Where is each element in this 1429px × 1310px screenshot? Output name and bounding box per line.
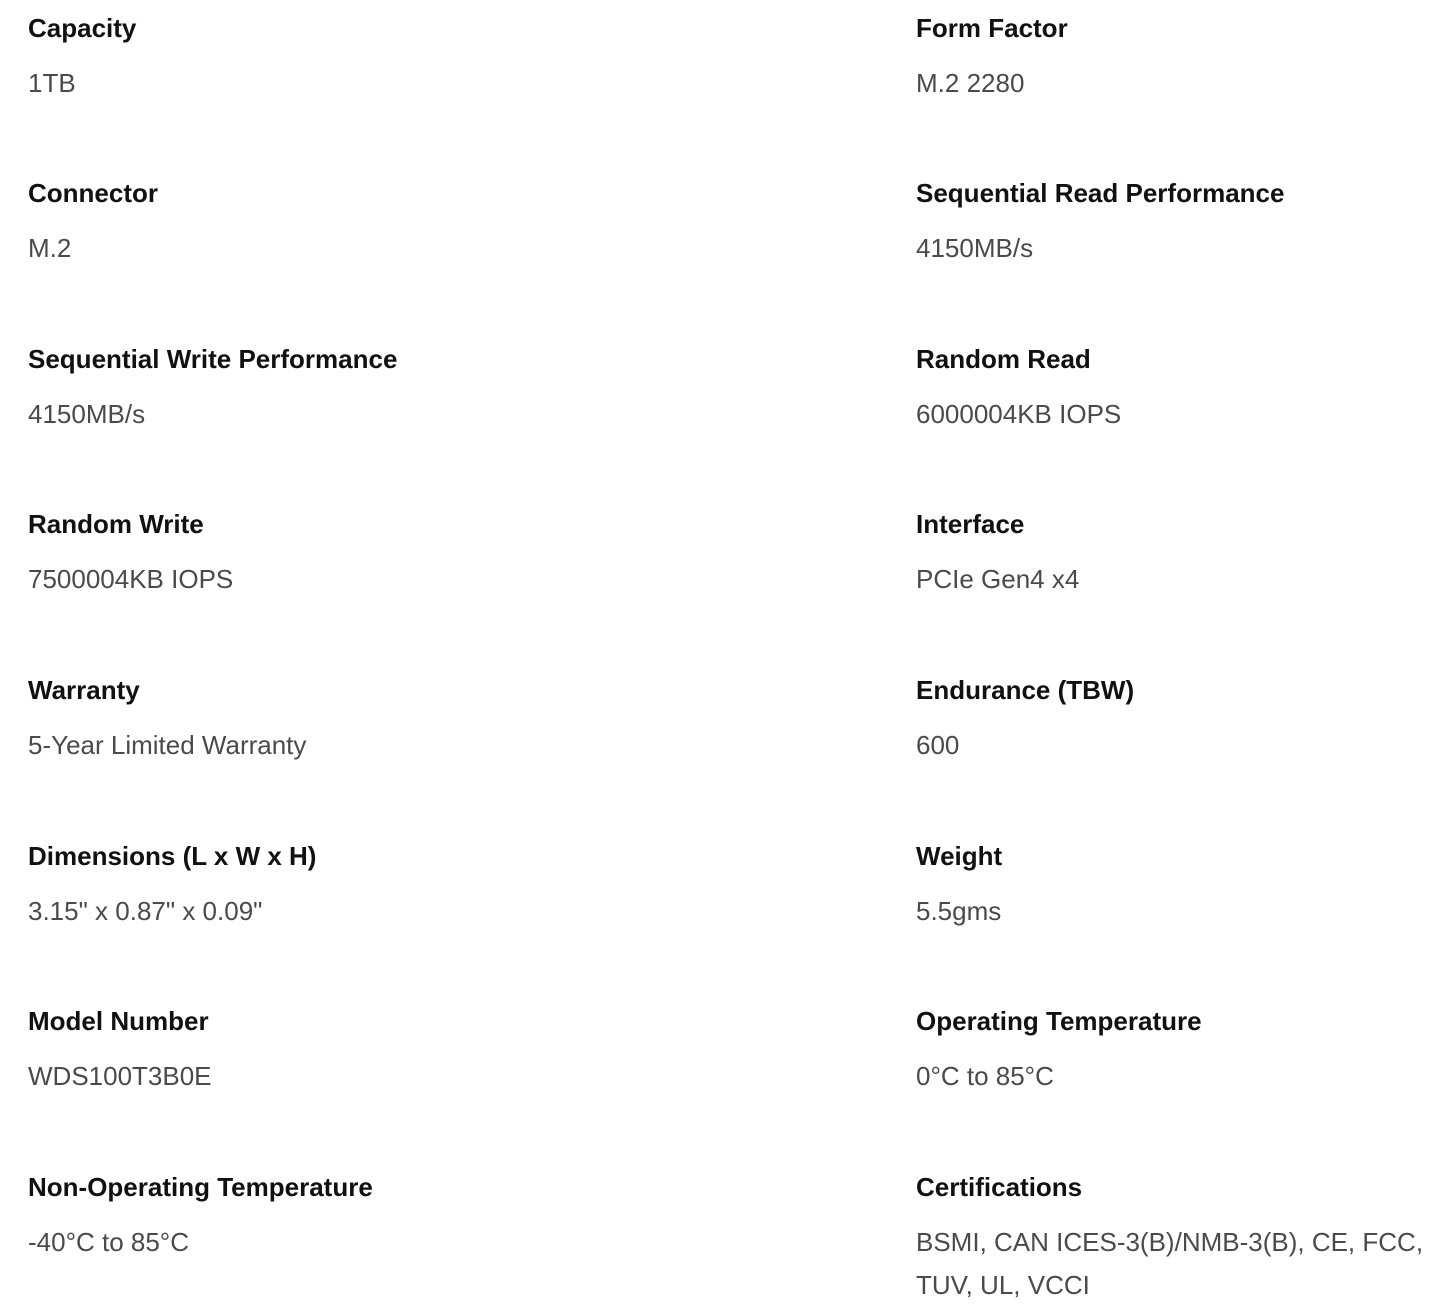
spec-label: Endurance (TBW) bbox=[916, 675, 1135, 705]
spec-certifications bbox=[916, 1171, 1426, 1307]
spec-label: Weight bbox=[916, 841, 1003, 871]
spec-random-write bbox=[28, 508, 828, 601]
spec-value: -40°C to 85°C bbox=[28, 1227, 189, 1257]
spec-label: Dimensions (L x W x H) bbox=[28, 841, 317, 871]
spec-value: 4150MB/s bbox=[28, 399, 146, 429]
spec-operating-temperature bbox=[916, 1005, 1426, 1098]
spec-label: Interface bbox=[916, 509, 1025, 539]
spec-label: Form Factor bbox=[916, 13, 1068, 43]
spec-random-read bbox=[916, 343, 1426, 436]
spec-label: Operating Temperature bbox=[916, 1006, 1202, 1036]
spec-value: 4150MB/s bbox=[916, 233, 1034, 263]
spec-weight bbox=[916, 840, 1426, 933]
spec-value: BSMI, CAN ICES-3(B)/NMB-3(B), CE, FCC, TUV, UL, VCCI bbox=[916, 1227, 1424, 1300]
spec-value: 7500004KB IOPS bbox=[28, 564, 234, 594]
spec-form-factor bbox=[916, 12, 1426, 105]
spec-label: Capacity bbox=[28, 13, 137, 43]
spec-label: Warranty bbox=[28, 675, 140, 705]
spec-dimensions bbox=[28, 840, 828, 933]
spec-capacity bbox=[28, 12, 828, 105]
spec-value: 600 bbox=[916, 730, 960, 760]
spec-label: Random Read bbox=[916, 344, 1091, 374]
spec-connector bbox=[28, 177, 828, 270]
spec-value: 1TB bbox=[28, 68, 76, 98]
spec-sequential-read bbox=[916, 177, 1426, 270]
spec-value: 6000004KB IOPS bbox=[916, 399, 1122, 429]
spec-value: PCIe Gen4 x4 bbox=[916, 564, 1080, 594]
spec-sequential-write bbox=[28, 343, 828, 436]
spec-label: Model Number bbox=[28, 1006, 209, 1036]
spec-value: 5-Year Limited Warranty bbox=[28, 730, 307, 760]
spec-model-number bbox=[28, 1005, 828, 1098]
spec-label: Connector bbox=[28, 178, 158, 208]
spec-value: M.2 bbox=[28, 233, 72, 263]
spec-value: 3.15" x 0.87" x 0.09" bbox=[28, 896, 263, 926]
spec-warranty bbox=[28, 674, 828, 767]
spec-label: Random Write bbox=[28, 509, 204, 539]
spec-value: 0°C to 85°C bbox=[916, 1061, 1054, 1091]
spec-value: M.2 2280 bbox=[916, 68, 1025, 98]
spec-value: 5.5gms bbox=[916, 896, 1002, 926]
spec-label: Non-Operating Temperature bbox=[28, 1172, 373, 1202]
spec-label: Certifications bbox=[916, 1172, 1083, 1202]
spec-label: Sequential Write Performance bbox=[28, 344, 398, 374]
spec-interface bbox=[916, 508, 1426, 601]
spec-value: WDS100T3B0E bbox=[28, 1061, 212, 1091]
spec-non-operating-temperature bbox=[28, 1171, 828, 1264]
spec-endurance bbox=[916, 674, 1426, 767]
spec-label: Sequential Read Performance bbox=[916, 178, 1285, 208]
